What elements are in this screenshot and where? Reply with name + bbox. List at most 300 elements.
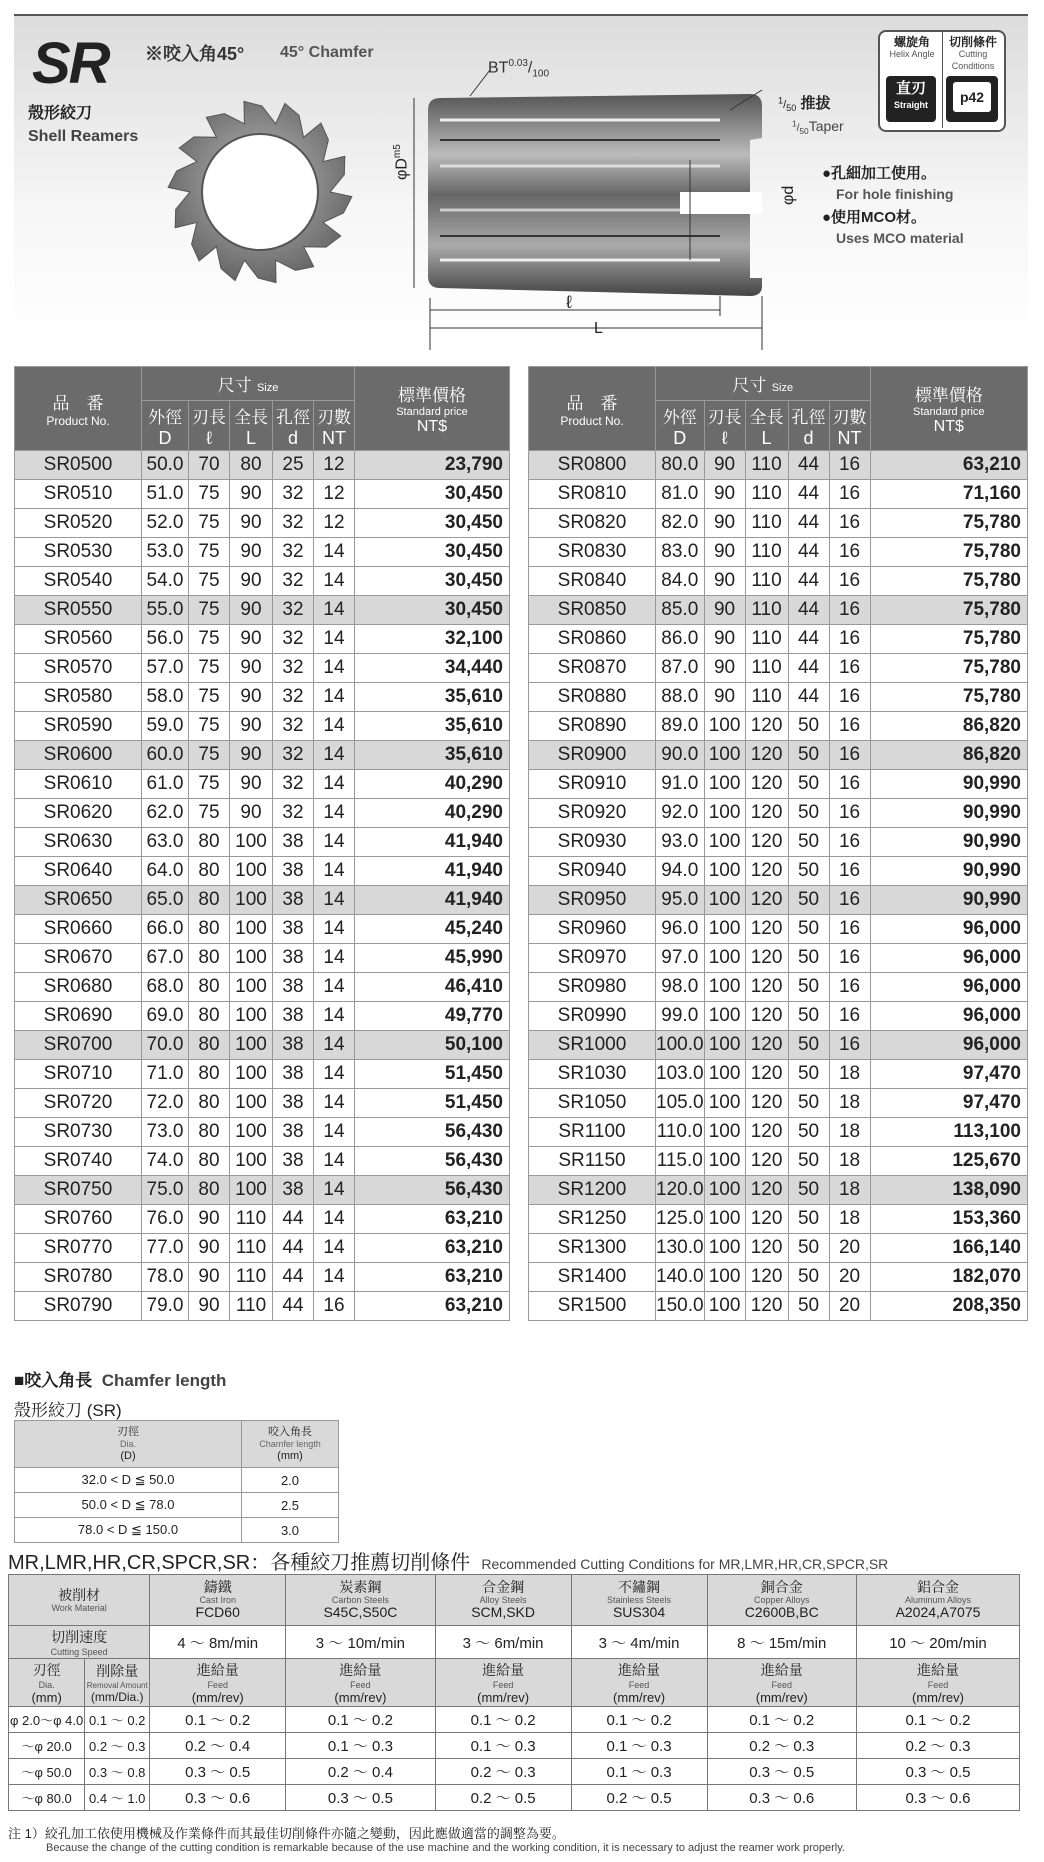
flute-length: 100 — [704, 741, 745, 770]
spec-row — [15, 1263, 510, 1292]
price: 90,990 — [870, 828, 1027, 857]
product-no: SR0790 — [15, 1292, 142, 1321]
rec-feed: 0.3 ～ 0.5 — [707, 1759, 856, 1785]
col-flute — [189, 401, 230, 451]
price: 75,780 — [870, 538, 1027, 567]
taper-label-en: $^1/_{50}Taper$ — [792, 118, 844, 136]
price: 45,990 — [355, 944, 510, 973]
price: 208,350 — [870, 1292, 1027, 1321]
overall-length: 120 — [745, 1263, 788, 1292]
col-nt-jp: 刃數 — [832, 407, 867, 427]
rec-feed: 0.1 ～ 0.3 — [571, 1759, 707, 1785]
od: 63.0 — [142, 828, 189, 857]
spec-row — [15, 567, 510, 596]
overall-length: 110 — [745, 654, 788, 683]
flute-length: 100 — [704, 915, 745, 944]
flute-length: 75 — [189, 596, 230, 625]
col-nt-jp: 刃數 — [317, 407, 351, 427]
hole-dia: 50 — [788, 1234, 829, 1263]
rec-feed-jp: 進給量 — [339, 1662, 382, 1678]
rec-material-name-jp: 銅合金 — [760, 1579, 803, 1595]
product-no: SR0940 — [529, 857, 656, 886]
rec-removal: 0.1 ～ 0.2 — [85, 1707, 150, 1733]
nt: 16 — [829, 1002, 870, 1031]
nt: 16 — [829, 567, 870, 596]
hole-dia: 50 — [788, 1031, 829, 1060]
nt: 18 — [829, 1205, 870, 1234]
straight-flute-icon — [886, 76, 936, 122]
price: 96,000 — [870, 915, 1027, 944]
col-size-en: Size — [256, 381, 279, 394]
taper-jp: 推拔 — [800, 95, 831, 112]
od: 92.0 — [656, 799, 705, 828]
nt: 16 — [829, 973, 870, 1002]
nt: 16 — [829, 654, 870, 683]
product-no: SR0500 — [15, 451, 142, 480]
flute-length: 80 — [189, 857, 230, 886]
rec-feed-jp: 進給量 — [760, 1662, 803, 1678]
rec-feed-jp: 進給量 — [196, 1662, 239, 1678]
spec-row — [15, 973, 510, 1002]
rec-feed: 0.2 ～ 0.4 — [286, 1759, 435, 1785]
rec-row — [9, 1707, 1020, 1733]
bullet-2-en: Uses MCO material — [836, 230, 964, 246]
helix-angle-label — [884, 36, 940, 60]
nt: 20 — [829, 1263, 870, 1292]
flute-length: 90 — [704, 538, 745, 567]
od: 74.0 — [142, 1147, 189, 1176]
price: 75,780 — [870, 654, 1027, 683]
price: 35,610 — [355, 741, 510, 770]
rec-feed-unit: (mm/rev) — [477, 1690, 530, 1705]
rec-col-2 — [435, 1575, 571, 1626]
product-no: SR0680 — [15, 973, 142, 1002]
chamfer-col-dia — [15, 1421, 242, 1468]
hole-dia: 50 — [788, 1002, 829, 1031]
nt: 14 — [314, 799, 355, 828]
flute-length: 80 — [189, 1089, 230, 1118]
flute-length: 100 — [704, 1147, 745, 1176]
hole-dia: 50 — [788, 770, 829, 799]
overall-length: 90 — [230, 683, 273, 712]
rec-material-name-en: Copper Alloys — [753, 1595, 810, 1605]
nt: 14 — [314, 1089, 355, 1118]
spec-row — [15, 538, 510, 567]
overall-length: 100 — [230, 1089, 273, 1118]
rec-removal-en: Removal Amount — [86, 1681, 148, 1690]
flute-length: 75 — [189, 741, 230, 770]
price: 30,450 — [355, 509, 510, 538]
col-size — [656, 367, 871, 401]
straight-jp: 直刃 — [895, 80, 926, 97]
recommended-title — [8, 1546, 888, 1575]
rec-feed: 0.1 ～ 0.2 — [707, 1707, 856, 1733]
price: 90,990 — [870, 857, 1027, 886]
nt: 14 — [314, 1234, 355, 1263]
price: 40,290 — [355, 799, 510, 828]
rec-removal: 0.3 ～ 0.8 — [85, 1759, 150, 1785]
product-name-en: Shell Reamers — [28, 128, 139, 145]
product-no: SR0920 — [529, 799, 656, 828]
overall-length: 110 — [230, 1234, 273, 1263]
overall-length: 100 — [230, 944, 273, 973]
flute-length: 75 — [189, 625, 230, 654]
overall-length: 120 — [745, 828, 788, 857]
spec-row — [529, 1176, 1028, 1205]
rec-feed: 0.3 ～ 0.5 — [286, 1785, 435, 1811]
col-product-jp: 品 番 — [52, 394, 104, 413]
spec-row — [529, 1002, 1028, 1031]
rec-feed-unit: (mm/rev) — [911, 1690, 964, 1705]
rec-feed: 0.2 ～ 0.3 — [856, 1733, 1019, 1759]
product-no: SR0770 — [15, 1234, 142, 1263]
hole-dia: 50 — [788, 1118, 829, 1147]
rec-col-5 — [856, 1575, 1019, 1626]
rec-feed-jp: 進給量 — [618, 1662, 661, 1678]
col-od-sym: D — [158, 427, 172, 448]
rec-row — [9, 1733, 1020, 1759]
price: 96,000 — [870, 1002, 1027, 1031]
spec-row — [529, 1205, 1028, 1234]
spec-row — [529, 1234, 1028, 1263]
od: 85.0 — [656, 596, 705, 625]
product-no: SR1000 — [529, 1031, 656, 1060]
nt: 14 — [314, 857, 355, 886]
product-no: SR1100 — [529, 1118, 656, 1147]
price: 32,100 — [355, 625, 510, 654]
od: 81.0 — [656, 480, 705, 509]
od: 82.0 — [656, 509, 705, 538]
flute-length: 80 — [189, 915, 230, 944]
col-size-jp: 尺寸 — [732, 375, 767, 395]
product-no: SR0980 — [529, 973, 656, 1002]
overall-length: 110 — [230, 1263, 273, 1292]
flute-length: 75 — [189, 770, 230, 799]
product-no: SR0860 — [529, 625, 656, 654]
nt: 14 — [314, 683, 355, 712]
spec-row — [15, 1118, 510, 1147]
price: 51,450 — [355, 1089, 510, 1118]
col-length-sym: L — [245, 427, 256, 448]
col-product-en: Product No. — [46, 414, 110, 428]
od: 100.0 — [656, 1031, 705, 1060]
flute-length: 90 — [704, 451, 745, 480]
spec-row — [15, 712, 510, 741]
col-price — [870, 367, 1027, 451]
hole-dia: 38 — [273, 973, 314, 1002]
overall-length: 120 — [745, 944, 788, 973]
hole-dia: 32 — [273, 480, 314, 509]
od: 77.0 — [142, 1234, 189, 1263]
price: 35,610 — [355, 712, 510, 741]
od: 73.0 — [142, 1118, 189, 1147]
nt: 14 — [314, 944, 355, 973]
flute-length: 70 — [189, 451, 230, 480]
rec-feed: 0.3 ～ 0.5 — [150, 1759, 286, 1785]
hole-dia: 38 — [273, 857, 314, 886]
spec-row — [529, 886, 1028, 915]
spec-row — [529, 1118, 1028, 1147]
price: 30,450 — [355, 567, 510, 596]
rec-feed: 0.1 ～ 0.2 — [571, 1707, 707, 1733]
od: 64.0 — [142, 857, 189, 886]
product-no: SR0760 — [15, 1205, 142, 1234]
col-od-sym: D — [673, 427, 687, 448]
col-product-jp: 品 番 — [566, 394, 618, 413]
rec-dia: ～φ 50.0 — [9, 1759, 85, 1785]
price: 86,820 — [870, 741, 1027, 770]
cond-en: Cutting Conditions — [951, 49, 995, 71]
overall-length: 120 — [745, 712, 788, 741]
spec-table-left — [14, 366, 510, 1321]
flute-length: 90 — [189, 1263, 230, 1292]
col-od — [656, 401, 705, 451]
od: 50.0 — [142, 451, 189, 480]
price: 23,790 — [355, 451, 510, 480]
nt: 16 — [829, 944, 870, 973]
product-no: SR0910 — [529, 770, 656, 799]
od: 93.0 — [656, 828, 705, 857]
spec-row — [15, 915, 510, 944]
hole-dia: 38 — [273, 1118, 314, 1147]
hole-dia: 32 — [273, 770, 314, 799]
overall-length: 120 — [745, 1176, 788, 1205]
cutting-conditions-label — [944, 36, 1002, 72]
hole-dia: 38 — [273, 1060, 314, 1089]
chamfer-col1-jp: 刃徑 — [117, 1426, 139, 1438]
od: 140.0 — [656, 1263, 705, 1292]
spec-row — [15, 857, 510, 886]
rec-row — [9, 1759, 1020, 1785]
rec-removal: 0.2 ～ 0.3 — [85, 1733, 150, 1759]
od: 55.0 — [142, 596, 189, 625]
price: 182,070 — [870, 1263, 1027, 1292]
nt: 14 — [314, 1118, 355, 1147]
chamfer-note-jp: ※咬入角45° — [145, 44, 245, 64]
nt: 14 — [314, 915, 355, 944]
col-length-jp: 全長 — [749, 407, 784, 427]
rec-material-en: Work Material — [51, 1602, 107, 1613]
rec-feed-en: Feed — [492, 1680, 514, 1690]
product-no: SR0710 — [15, 1060, 142, 1089]
overall-length: 90 — [230, 712, 273, 741]
taper-en: Taper — [808, 118, 844, 134]
nt: 18 — [829, 1176, 870, 1205]
product-no: SR0900 — [529, 741, 656, 770]
col-hole-jp: 孔徑 — [276, 407, 310, 427]
dim-phiD — [392, 144, 411, 180]
bt-label: $BT^{0.03}/_{100}$ — [488, 58, 550, 80]
hole-dia: 38 — [273, 886, 314, 915]
nt: 12 — [314, 480, 355, 509]
nt: 14 — [314, 1205, 355, 1234]
od: 90.0 — [656, 741, 705, 770]
od: 56.0 — [142, 625, 189, 654]
flute-length: 75 — [189, 712, 230, 741]
reamer-side-view-illustration — [390, 60, 790, 350]
spec-row — [15, 886, 510, 915]
flute-length: 80 — [189, 1176, 230, 1205]
product-no: SR0670 — [15, 944, 142, 973]
chamfer-col2-unit: (mm) — [277, 1450, 303, 1462]
rec-col-4 — [707, 1575, 856, 1626]
flute-length: 100 — [704, 944, 745, 973]
spec-row — [529, 480, 1028, 509]
nt: 14 — [314, 567, 355, 596]
overall-length: 120 — [745, 857, 788, 886]
rec-feed-en: Feed — [350, 1680, 371, 1690]
col-price-jp: 標準價格 — [398, 386, 466, 405]
product-no: SR0570 — [15, 654, 142, 683]
hole-dia: 50 — [788, 712, 829, 741]
price: 41,940 — [355, 828, 510, 857]
product-no: SR1500 — [529, 1292, 656, 1321]
chamfer-length: 2.5 — [242, 1493, 339, 1518]
overall-length: 100 — [230, 828, 273, 857]
rec-material-grade: SUS304 — [612, 1604, 666, 1620]
flute-length: 100 — [704, 1002, 745, 1031]
hole-dia: 44 — [788, 625, 829, 654]
rec-material-grade: FCD60 — [195, 1604, 240, 1620]
product-no: SR0720 — [15, 1089, 142, 1118]
overall-length: 90 — [230, 741, 273, 770]
od: 110.0 — [656, 1118, 705, 1147]
hole-dia: 44 — [273, 1292, 314, 1321]
col-hole — [788, 401, 829, 451]
chamfer-col1-sym: (D) — [120, 1450, 136, 1462]
overall-length: 110 — [745, 480, 788, 509]
spec-row — [529, 973, 1028, 1002]
spec-row — [15, 1292, 510, 1321]
spec-row — [15, 625, 510, 654]
od: 65.0 — [142, 886, 189, 915]
product-no: SR1300 — [529, 1234, 656, 1263]
price: 30,450 — [355, 480, 510, 509]
rec-feed-header — [435, 1659, 571, 1707]
flute-length: 100 — [704, 1176, 745, 1205]
hole-dia: 50 — [788, 1060, 829, 1089]
nt: 12 — [314, 509, 355, 538]
col-price-unit: NT$ — [933, 418, 964, 435]
spec-row — [529, 857, 1028, 886]
spec-row — [15, 1176, 510, 1205]
helix-jp: 螺旋角 — [893, 35, 930, 49]
hole-dia: 50 — [788, 886, 829, 915]
price: 166,140 — [870, 1234, 1027, 1263]
chamfer-title-en: Chamfer length — [101, 1371, 227, 1390]
spec-row — [15, 828, 510, 857]
hole-dia: 50 — [788, 973, 829, 1002]
overall-length: 100 — [230, 1060, 273, 1089]
od: 66.0 — [142, 915, 189, 944]
page-ref-icon[interactable] — [946, 76, 998, 122]
hole-dia: 50 — [788, 828, 829, 857]
rec-material-grade: SCM,SKD — [471, 1604, 535, 1620]
overall-length: 120 — [745, 973, 788, 1002]
price: 63,210 — [355, 1292, 510, 1321]
hole-dia: 50 — [788, 1176, 829, 1205]
rec-speed-en: Cutting Speed — [50, 1647, 108, 1657]
rec-feed: 0.3 ～ 0.6 — [707, 1785, 856, 1811]
od: 103.0 — [656, 1060, 705, 1089]
hole-dia: 32 — [273, 683, 314, 712]
bullet-1-jp: ●孔細加工使用。 — [822, 165, 937, 182]
rec-material-name-en: Alloy Steels — [479, 1595, 527, 1605]
overall-length: 120 — [745, 1060, 788, 1089]
rec-feed-unit: (mm/rev) — [755, 1690, 808, 1705]
chamfer-title-jp: ■咬入角長 — [14, 1371, 93, 1390]
rec-material-name-jp: 合金鋼 — [482, 1579, 525, 1595]
rec-speed-jp: 切削速度 — [51, 1629, 108, 1645]
nt: 14 — [314, 596, 355, 625]
flute-length: 90 — [704, 596, 745, 625]
rec-row — [9, 1785, 1020, 1811]
product-no: SR0850 — [529, 596, 656, 625]
col-flute — [704, 401, 745, 451]
product-no: SR0960 — [529, 915, 656, 944]
hole-dia: 38 — [273, 915, 314, 944]
price: 90,990 — [870, 886, 1027, 915]
chamfer-table — [14, 1420, 339, 1543]
rec-feed: 0.2 ～ 0.5 — [571, 1785, 707, 1811]
overall-length: 100 — [230, 1118, 273, 1147]
overall-length: 100 — [230, 973, 273, 1002]
flute-length: 75 — [189, 538, 230, 567]
product-no: SR0620 — [15, 799, 142, 828]
product-no: SR1150 — [529, 1147, 656, 1176]
overall-length: 100 — [230, 886, 273, 915]
product-no: SR0660 — [15, 915, 142, 944]
col-length — [745, 401, 788, 451]
spec-row — [529, 567, 1028, 596]
col-nt-sym: NT — [837, 427, 862, 448]
price: 45,240 — [355, 915, 510, 944]
product-no: SR1250 — [529, 1205, 656, 1234]
flute-length: 75 — [189, 509, 230, 538]
hole-dia: 38 — [273, 828, 314, 857]
col-product — [15, 367, 142, 451]
price: 75,780 — [870, 683, 1027, 712]
col-product — [529, 367, 656, 451]
price: 75,780 — [870, 596, 1027, 625]
rec-feed-jp: 進給量 — [916, 1662, 959, 1678]
od: 62.0 — [142, 799, 189, 828]
rec-feed-en: Feed — [771, 1680, 792, 1690]
hole-dia: 44 — [788, 683, 829, 712]
product-no: SR0880 — [529, 683, 656, 712]
rec-removal-jp: 削除量 — [96, 1663, 139, 1679]
chamfer-dia: 78.0 < D ≦ 150.0 — [15, 1518, 242, 1543]
spec-row — [529, 1292, 1028, 1321]
hole-dia: 44 — [273, 1263, 314, 1292]
price: 35,610 — [355, 683, 510, 712]
spec-row — [15, 451, 510, 480]
spec-row — [15, 1234, 510, 1263]
overall-length: 120 — [745, 741, 788, 770]
nt: 16 — [829, 683, 870, 712]
od: 59.0 — [142, 712, 189, 741]
rec-feed: 0.2 ～ 0.4 — [150, 1733, 286, 1759]
page-ref[interactable]: p42 — [953, 82, 991, 112]
rec-material-name-jp: 鋁合金 — [916, 1579, 959, 1595]
hole-dia: 44 — [273, 1205, 314, 1234]
product-no: SR1050 — [529, 1089, 656, 1118]
hole-dia: 32 — [273, 625, 314, 654]
price: 63,210 — [355, 1205, 510, 1234]
nt: 14 — [314, 538, 355, 567]
product-no: SR0530 — [15, 538, 142, 567]
overall-length: 80 — [230, 451, 273, 480]
